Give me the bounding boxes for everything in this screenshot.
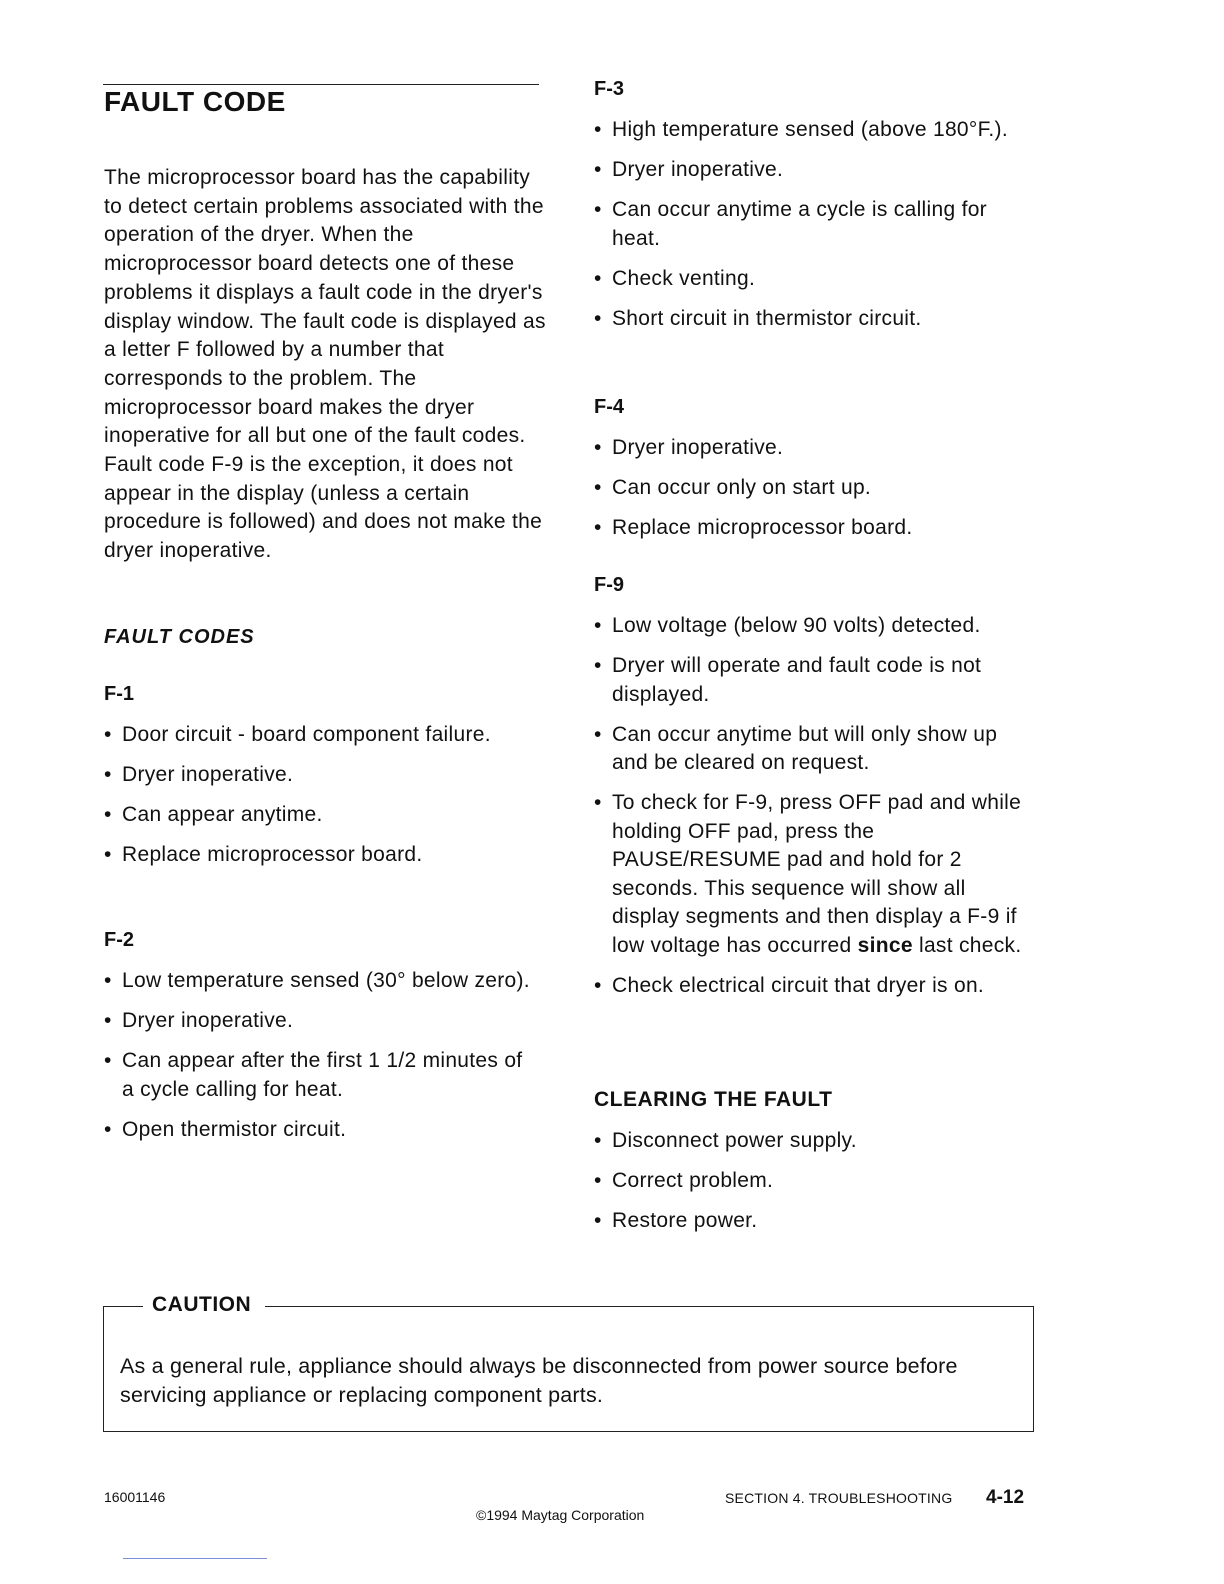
footer-scan-line <box>123 1558 267 1559</box>
list-item: • Dryer inoperative. <box>594 156 1014 185</box>
list-item: • High temperature sensed (above 180°F.). <box>594 116 1014 145</box>
f4-list <box>594 434 1014 554</box>
clearing-heading: CLEARING THE FAULT <box>594 1088 833 1111</box>
f3-code-heading: F-3 <box>594 78 624 100</box>
f9-code-heading: F-9 <box>594 574 624 596</box>
list-item: • Open thermistor circuit. <box>104 1116 534 1145</box>
section-label: SECTION 4. TROUBLESHOOTING <box>725 1490 953 1506</box>
list-item: • Door circuit - board component failure. <box>104 721 534 750</box>
f3-list <box>594 116 1014 345</box>
caution-rule-left <box>103 1306 143 1307</box>
f9-check-text-b: last check. <box>912 933 1022 957</box>
list-item: • Can appear after the first 1 1/2 minutes of a cycle calling for heat. <box>104 1047 534 1104</box>
list-item: • Dryer inoperative. <box>104 761 534 790</box>
list-item: • Can occur anytime a cycle is calling for heat. <box>594 196 1014 253</box>
caution-rule-right <box>265 1306 1034 1307</box>
f2-code-heading: F-2 <box>104 929 134 951</box>
list-item: • Low temperature sensed (30° below zero). <box>104 967 534 996</box>
copyright: ©1994 Maytag Corporation <box>476 1507 645 1523</box>
list-item: • Check electrical circuit that dryer is on. <box>594 972 1022 1001</box>
list-item: • Can occur only on start up. <box>594 474 1014 503</box>
part-number: 16001146 <box>104 1489 166 1505</box>
f2-list <box>104 967 534 1156</box>
list-item: • Check venting. <box>594 265 1014 294</box>
list-item: • Dryer will operate and fault code is not displayed. <box>594 652 1012 709</box>
caution-text: As a general rule, appliance should always be disconnected from power source before servicing appliance or replacing component parts. <box>120 1354 958 1407</box>
list-item: • Low voltage (below 90 volts) detected. <box>594 612 1034 641</box>
list-item: • Restore power. <box>594 1207 1014 1236</box>
title-rule <box>103 84 539 85</box>
page-number: 4-12 <box>986 1487 1025 1508</box>
f9-list <box>594 612 1034 1012</box>
fault-codes-heading: FAULT CODES <box>104 626 255 648</box>
list-item: • Replace microprocessor board. <box>104 841 534 870</box>
f1-list <box>104 721 534 881</box>
clearing-list <box>594 1127 1014 1247</box>
list-item: • Replace microprocessor board. <box>594 514 1014 543</box>
list-item: • Short circuit in thermistor circuit. <box>594 305 1014 334</box>
list-item: • Dryer inoperative. <box>104 1007 534 1036</box>
list-item: • Can occur anytime but will only show up and be cleared on request. <box>594 721 1032 778</box>
f9-check-text-a: To check for F-9, press OFF pad and while holding OFF pad, press the PAUSE/RESUME pad and hold for 2 seconds. This sequence will show all display segments and then display a F-9 if low voltage has occurred <box>612 791 1022 957</box>
list-item: • Disconnect power supply. <box>594 1127 1014 1156</box>
f9-check-emphasis: since <box>857 933 913 957</box>
f1-code-heading: F-1 <box>104 683 134 705</box>
f4-code-heading: F-4 <box>594 396 624 418</box>
list-item: • Dryer inoperative. <box>594 434 1014 463</box>
intro-text: The microprocessor board has the capability to detect certain problems associated with the operation of the dryer. When the microprocessor board detects one of these problems it displays a fault code in the dryer's display window. The fault code is displayed as a letter F followed by a number that corresponds to the problem. The microprocessor board makes the dryer inoperative for all but one of the fault codes. Fault code F-9 is the exception, it does not appear in the display (unless a certain procedure is followed) and does not make the dryer inoperative. <box>104 166 546 563</box>
list-item-f9-check <box>594 789 1037 960</box>
intro-paragraph <box>104 164 554 566</box>
caution-title: CAUTION <box>152 1293 252 1316</box>
page-title: FAULT CODE <box>104 86 286 117</box>
list-item: • Can appear anytime. <box>104 801 534 830</box>
list-item: • Correct problem. <box>594 1167 1014 1196</box>
